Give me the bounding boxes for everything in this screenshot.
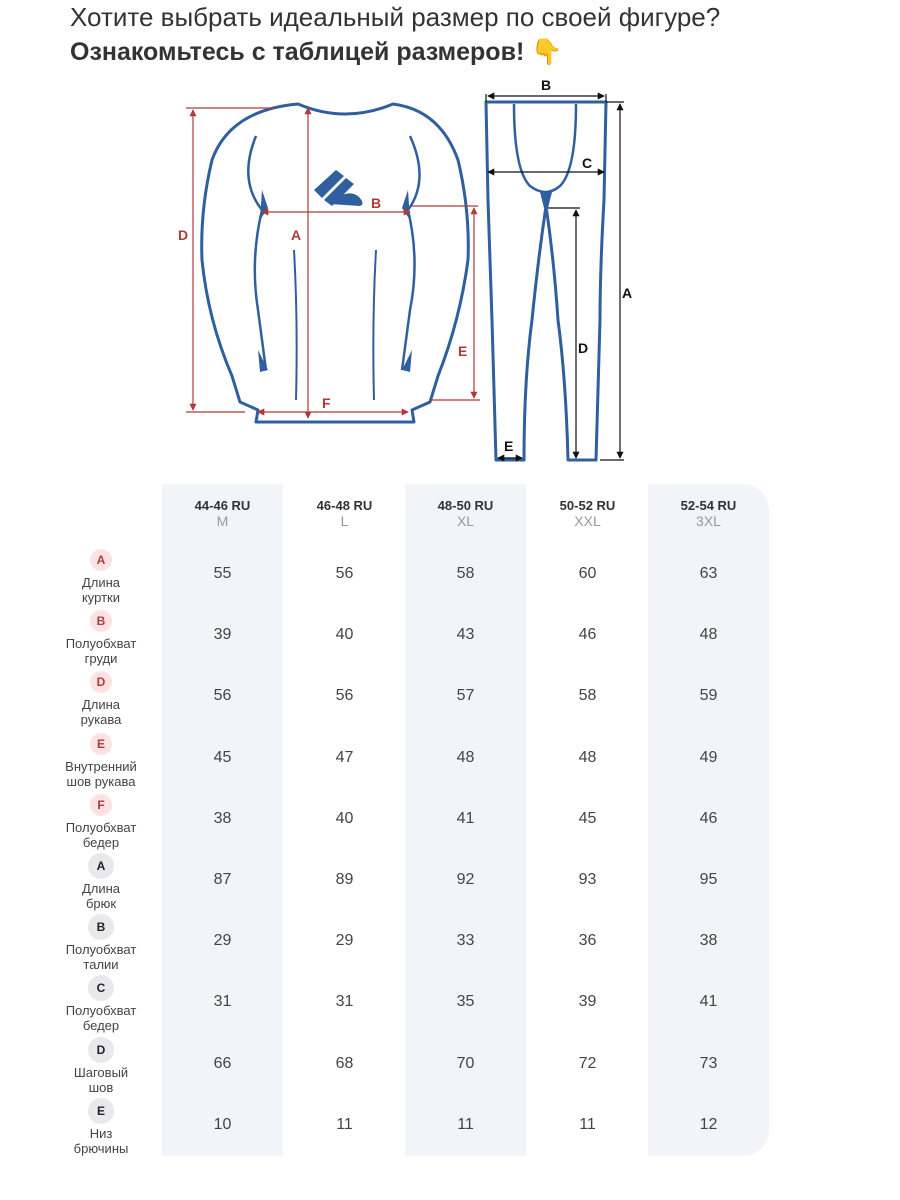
size-value-cell: 63	[699, 565, 718, 582]
heading-size-table-text: Ознакомьтесь с таблицей размеров!	[70, 38, 525, 66]
size-ru: 50-52 RU	[559, 498, 616, 513]
shirt-label-b: B	[371, 195, 382, 211]
size-value-cell: 56	[213, 687, 232, 705]
shirt-label-d: D	[178, 227, 189, 243]
measurement-name: Длина	[81, 575, 121, 590]
measurement-badge: D	[88, 1037, 114, 1063]
size-value-cell: 35	[456, 993, 475, 1011]
measurement-name: талии	[83, 957, 119, 973]
size-value-cell: 12	[699, 1115, 718, 1133]
measurement-name: куртки	[81, 590, 121, 605]
measurement-name: груди	[84, 651, 118, 667]
size-value-cell: 56	[335, 565, 354, 582]
size-value-cell: 49	[699, 748, 718, 766]
size-value-cell: 48	[456, 748, 475, 766]
measurement-label	[58, 853, 144, 911]
measurement-name: брюк	[85, 896, 117, 911]
size-value-cell: 36	[578, 932, 597, 950]
size-value-cell: 66	[213, 1054, 232, 1072]
measurement-label	[58, 731, 144, 789]
size-value-cell: 39	[578, 993, 597, 1011]
size-column-header	[284, 498, 405, 529]
size-column-header	[162, 498, 283, 529]
heading-size-table	[70, 38, 562, 67]
size-value-cell: 72	[578, 1054, 597, 1072]
measurement-label	[58, 975, 144, 1033]
measurement-badge: B	[88, 608, 114, 634]
size-value-cell: 59	[699, 687, 718, 705]
size-value-cell: 29	[335, 932, 354, 950]
measurement-badge: A	[88, 853, 114, 879]
pants-label-d: D	[578, 340, 589, 356]
size-value-cell: 48	[699, 626, 718, 644]
measurement-badge: B	[88, 914, 114, 940]
measurement-badge: E	[88, 1098, 114, 1124]
measurement-badge: E	[88, 731, 114, 757]
measurement-name: Полуобхват	[65, 1003, 137, 1019]
brand-logo-icon	[314, 170, 363, 206]
size-value-cell: 73	[699, 1054, 718, 1072]
measurement-name: брючины	[73, 1140, 129, 1156]
size-value-cell: 11	[579, 1115, 596, 1133]
size-value-cell: 70	[456, 1054, 475, 1072]
size-value-cell: 11	[457, 1115, 474, 1133]
pants-label-c: C	[582, 155, 593, 171]
size-value-cell: 92	[456, 871, 475, 888]
pants-label-e: E	[504, 438, 514, 454]
size-value-cell: 43	[456, 626, 475, 644]
size-value-cell: 45	[578, 809, 597, 827]
size-value-cell: 55	[213, 565, 232, 582]
size-value-cell: 47	[335, 748, 354, 766]
shirt-label-a: A	[291, 227, 302, 243]
measurement-badge: C	[88, 975, 114, 1001]
size-value-cell: 46	[699, 809, 718, 827]
measurement-label	[58, 1037, 144, 1095]
size-value-cell: 40	[335, 626, 354, 644]
size-ru: 46-48 RU	[316, 498, 373, 513]
size-value-cell: 58	[456, 565, 475, 582]
measurement-name: Полуобхват	[65, 636, 137, 652]
shirt-outline	[202, 104, 469, 422]
measurement-badge: D	[88, 669, 114, 695]
size-column-header	[527, 498, 648, 529]
garment-diagram	[0, 80, 900, 470]
size-value-cell: 29	[213, 932, 232, 950]
size-value-cell: 58	[578, 687, 597, 705]
size-value-cell: 87	[213, 871, 232, 888]
size-value-cell: 68	[335, 1054, 354, 1072]
measurement-badge: A	[88, 547, 114, 573]
size-value-cell: 40	[335, 809, 354, 827]
size-value-cell: 31	[213, 993, 232, 1011]
pants-accents	[540, 192, 552, 208]
size-value-cell: 41	[699, 993, 718, 1011]
measurement-name: Полуобхват	[65, 942, 137, 958]
shirt-label-e: E	[458, 343, 468, 359]
pants-label-a: A	[622, 285, 633, 301]
measurement-label	[58, 1098, 144, 1156]
size-column-header	[648, 498, 769, 529]
pointing-down-icon: 👇	[531, 38, 563, 66]
size-value-cell: 48	[578, 748, 597, 766]
size-intl: 3XL	[696, 513, 721, 529]
measurement-badge: F	[88, 792, 114, 818]
measurement-name: рукава	[80, 712, 122, 728]
shirt-accents	[258, 190, 412, 372]
size-value-cell: 56	[335, 687, 354, 705]
size-value-cell: 95	[699, 871, 718, 888]
heading-question: Хотите выбрать идеальный размер по своей фигуре?	[70, 2, 721, 32]
measurement-name: Низ	[89, 1125, 113, 1141]
measurement-name: Полуобхват	[65, 819, 137, 835]
size-value-cell: 89	[335, 871, 354, 888]
size-value-cell: 38	[213, 809, 232, 827]
size-intl: XL	[456, 513, 475, 529]
size-value-cell: 11	[336, 1115, 353, 1133]
pants-label-b: B	[541, 80, 552, 93]
size-value-cell: 39	[213, 626, 232, 644]
size-value-cell: 93	[578, 871, 597, 888]
size-intl: XXL	[574, 513, 601, 529]
size-value-cell: 10	[213, 1115, 232, 1133]
measurement-label	[58, 792, 144, 850]
size-value-cell: 33	[456, 932, 475, 950]
measurement-label	[58, 914, 144, 972]
measurement-name: Длина	[81, 697, 121, 713]
size-intl: L	[340, 513, 349, 529]
measurement-name: Длина	[81, 881, 121, 896]
size-value-cell: 45	[213, 748, 232, 766]
size-intl: M	[216, 513, 229, 529]
size-ru: 48-50 RU	[437, 498, 494, 513]
shirt-label-f: F	[322, 395, 331, 411]
size-value-cell: 57	[456, 687, 475, 705]
measurement-name: Шаговый	[73, 1064, 129, 1080]
size-value-cell: 31	[335, 993, 354, 1011]
size-ru: 44-46 RU	[194, 498, 251, 513]
size-ru: 52-54 RU	[680, 498, 737, 513]
size-column-header	[405, 498, 526, 529]
measurement-name: бедер	[82, 834, 120, 850]
size-value-cell: 38	[699, 932, 718, 950]
size-value-cell: 60	[578, 565, 597, 582]
measurement-label	[58, 547, 144, 605]
measurement-name: Внутренний	[65, 758, 137, 774]
measurement-label	[58, 608, 144, 666]
measurement-label	[58, 669, 144, 727]
measurement-name: бедер	[82, 1018, 120, 1034]
measurement-name: шов рукава	[66, 773, 136, 789]
measurement-name: шов	[88, 1079, 114, 1095]
size-value-cell: 46	[578, 626, 597, 644]
size-value-cell: 41	[456, 809, 475, 827]
